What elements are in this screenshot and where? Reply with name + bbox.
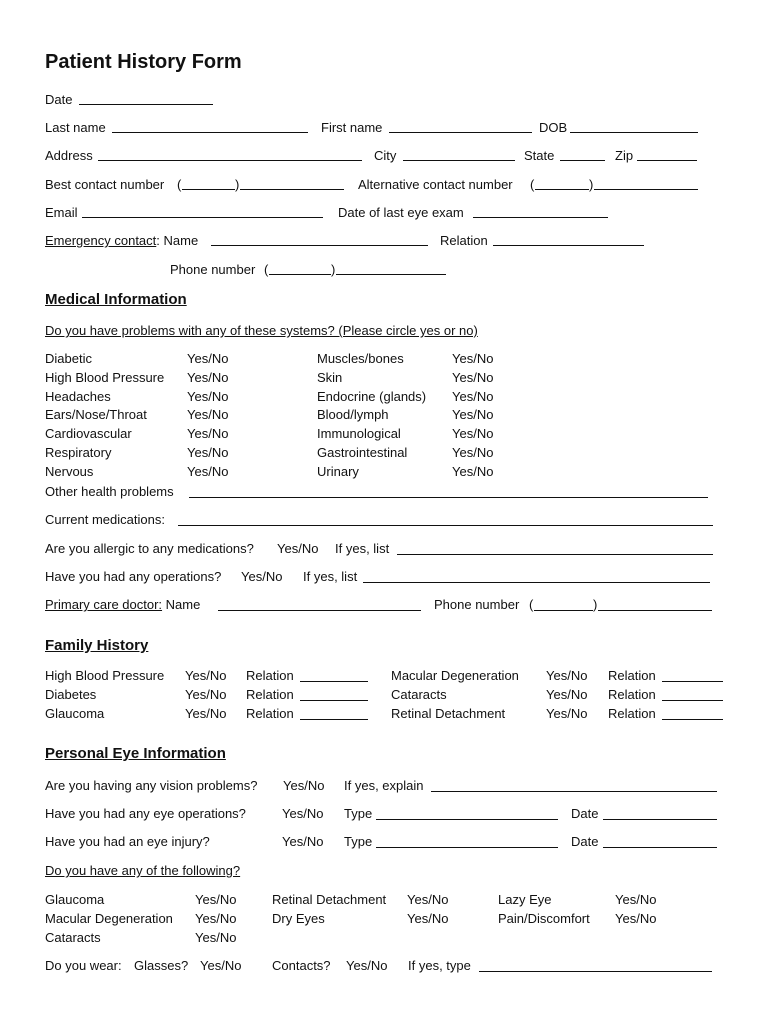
eye-injury-date-field[interactable]	[603, 847, 717, 848]
vision-explain-field[interactable]	[431, 791, 717, 792]
eye-condition-label: Retinal Detachment	[272, 892, 387, 907]
date-label: Date	[45, 92, 73, 107]
date-field[interactable]	[79, 104, 213, 105]
family-condition-yes-no[interactable]: Yes/No	[185, 668, 227, 683]
current-meds-label: Current medications:	[45, 512, 165, 527]
emergency-name-field[interactable]	[211, 245, 428, 246]
wear-label: Do you wear:	[45, 958, 122, 973]
wear-type-field[interactable]	[479, 971, 712, 972]
last-eye-exam-label: Date of last eye exam	[338, 205, 464, 220]
eye-condition-label: Cataracts	[45, 930, 101, 945]
allergic-question: Are you allergic to any medications?	[45, 541, 254, 556]
family-relation-field[interactable]	[300, 700, 368, 701]
family-condition-label: Diabetes	[45, 687, 97, 702]
current-meds-field[interactable]	[178, 525, 713, 526]
family-relation-field[interactable]	[300, 681, 368, 682]
family-condition-yes-no[interactable]: Yes/No	[185, 706, 227, 721]
operations-yes-no[interactable]: Yes/No	[241, 569, 283, 584]
allergic-if-yes-label: If yes, list	[335, 541, 390, 556]
operations-if-yes-label: If yes, list	[303, 569, 358, 584]
eye-condition-label: Dry Eyes	[272, 911, 325, 926]
eye-condition-yes-no[interactable]: Yes/No	[407, 911, 449, 926]
medical-condition-label: Ears/Nose/Throat	[45, 407, 147, 423]
eye-operations-type-label: Type	[344, 806, 373, 821]
contacts-label: Contacts?	[272, 958, 331, 973]
medical-condition-label: Nervous	[45, 463, 94, 479]
contacts-yes-no[interactable]: Yes/No	[346, 958, 388, 973]
last-name-field[interactable]	[112, 132, 308, 133]
allergic-yes-no[interactable]: Yes/No	[277, 541, 319, 556]
family-condition-yes-no[interactable]: Yes/No	[185, 687, 227, 702]
medical-heading: Medical Information	[45, 291, 187, 308]
medical-condition-yes-no[interactable]: Yes/No	[452, 463, 494, 479]
medical-condition-yes-no[interactable]: Yes/No	[187, 426, 229, 442]
primary-doctor-phone-field[interactable]	[598, 610, 712, 611]
following-question: Do you have any of the following?	[45, 863, 241, 878]
medical-condition-label: Urinary	[317, 463, 359, 479]
emergency-relation-label: Relation	[440, 233, 488, 248]
open-paren: (	[530, 177, 535, 192]
family-relation-label: Relation	[608, 668, 656, 683]
primary-doctor-name-field[interactable]	[218, 610, 421, 611]
alt-contact-label: Alternative contact number	[358, 177, 513, 192]
family-condition-label: High Blood Pressure	[45, 668, 165, 683]
vision-problems-yes-no[interactable]: Yes/No	[283, 778, 325, 793]
medical-condition-yes-no[interactable]: Yes/No	[187, 369, 229, 385]
eye-operations-yes-no[interactable]: Yes/No	[282, 806, 324, 821]
emergency-phone-area-code[interactable]	[269, 274, 331, 275]
best-contact-area-code[interactable]	[182, 189, 235, 190]
family-relation-field[interactable]	[662, 719, 723, 720]
medical-condition-yes-no[interactable]: Yes/No	[187, 407, 229, 423]
open-paren: (	[177, 177, 182, 192]
medical-condition-yes-no[interactable]: Yes/No	[187, 463, 229, 479]
family-condition-label: Cataracts	[391, 687, 447, 702]
other-health-label: Other health problems	[45, 484, 174, 499]
alt-contact-number-field[interactable]	[594, 189, 698, 190]
medical-question: Do you have problems with any of these systems? (Please circle yes or no)	[45, 323, 478, 338]
close-paren: )	[235, 177, 240, 192]
family-relation-label: Relation	[246, 706, 294, 721]
eye-condition-yes-no[interactable]: Yes/No	[195, 911, 237, 926]
city-label: City	[374, 148, 397, 163]
family-condition-yes-no[interactable]: Yes/No	[546, 687, 588, 702]
eye-injury-type-label: Type	[344, 834, 373, 849]
best-contact-number-field[interactable]	[240, 189, 344, 190]
primary-doctor-phone-label: Phone number	[434, 597, 520, 612]
close-paren: )	[589, 177, 594, 192]
last-name-label: Last name	[45, 120, 106, 135]
family-relation-field[interactable]	[662, 681, 723, 682]
first-name-field[interactable]	[389, 132, 532, 133]
address-field[interactable]	[98, 160, 362, 161]
eye-heading: Personal Eye Information	[45, 745, 226, 762]
state-field[interactable]	[560, 160, 605, 161]
eye-condition-yes-no[interactable]: Yes/No	[615, 892, 657, 907]
emergency-relation-field[interactable]	[493, 245, 644, 246]
other-health-field[interactable]	[189, 497, 708, 498]
email-field[interactable]	[82, 217, 323, 218]
emergency-phone-number-field[interactable]	[336, 274, 446, 275]
eye-operations-type-field[interactable]	[376, 819, 558, 820]
close-paren: )	[593, 597, 598, 612]
family-relation-label: Relation	[608, 687, 656, 702]
operations-question: Have you had any operations?	[45, 569, 222, 584]
eye-injury-question: Have you had an eye injury?	[45, 834, 210, 849]
medical-condition-label: Muscles/bones	[317, 351, 404, 366]
family-condition-label: Retinal Detachment	[391, 706, 506, 721]
primary-doctor-area-code[interactable]	[534, 610, 593, 611]
zip-label: Zip	[615, 148, 634, 163]
operations-list-field[interactable]	[363, 582, 710, 583]
medical-condition-label: Diabetic	[45, 351, 92, 366]
medical-condition-yes-no[interactable]: Yes/No	[187, 445, 229, 460]
city-field[interactable]	[403, 160, 515, 161]
zip-field[interactable]	[637, 160, 697, 161]
medical-condition-yes-no[interactable]: Yes/No	[187, 388, 229, 404]
vision-if-yes-label: If yes, explain	[344, 778, 424, 793]
medical-condition-label: High Blood Pressure	[45, 369, 165, 385]
eye-operations-date-label: Date	[571, 806, 599, 821]
family-condition-yes-no[interactable]: Yes/No	[546, 668, 588, 683]
family-condition-label: Glaucoma	[45, 706, 105, 721]
eye-operations-question: Have you had any eye operations?	[45, 806, 246, 821]
first-name-label: First name	[321, 120, 383, 135]
vision-problems-question: Are you having any vision problems?	[45, 778, 258, 793]
medical-condition-label: Headaches	[45, 388, 111, 404]
eye-injury-type-field[interactable]	[376, 847, 558, 848]
best-contact-label: Best contact number	[45, 177, 165, 192]
medical-condition-yes-no[interactable]: Yes/No	[452, 388, 494, 404]
email-label: Email	[45, 205, 78, 220]
medical-condition-yes-no[interactable]: Yes/No	[452, 369, 494, 385]
allergic-list-field[interactable]	[397, 554, 713, 555]
wear-if-yes-label: If yes, type	[408, 958, 471, 973]
eye-injury-date-label: Date	[571, 834, 599, 849]
family-relation-field[interactable]	[662, 700, 723, 701]
eye-operations-date-field[interactable]	[603, 819, 717, 820]
family-condition-label: Macular Degeneration	[391, 668, 519, 683]
medical-condition-label: Gastrointestinal	[317, 445, 408, 460]
eye-condition-yes-no[interactable]: Yes/No	[407, 892, 449, 907]
eye-condition-label: Glaucoma	[45, 892, 105, 907]
open-paren: (	[264, 262, 269, 277]
medical-condition-label: Blood/lymph	[317, 407, 389, 423]
eye-condition-label: Macular Degeneration	[45, 911, 173, 926]
eye-condition-yes-no[interactable]: Yes/No	[195, 930, 237, 945]
family-heading: Family History	[45, 637, 149, 654]
emergency-contact-label: Emergency contact: Name	[45, 233, 199, 248]
eye-condition-label: Pain/Discomfort	[498, 911, 590, 926]
eye-injury-yes-no[interactable]: Yes/No	[282, 834, 324, 849]
medical-condition-yes-no[interactable]: Yes/No	[452, 426, 494, 442]
medical-condition-yes-no[interactable]: Yes/No	[452, 407, 494, 423]
emergency-phone-label: Phone number	[170, 262, 256, 277]
state-label: State	[524, 148, 555, 163]
medical-condition-label: Cardiovascular	[45, 426, 132, 442]
medical-condition-label: Respiratory	[45, 445, 112, 460]
family-condition-yes-no[interactable]: Yes/No	[546, 706, 588, 721]
medical-condition-yes-no[interactable]: Yes/No	[187, 351, 229, 366]
close-paren: )	[331, 262, 336, 277]
eye-condition-yes-no[interactable]: Yes/No	[615, 911, 657, 926]
glasses-yes-no[interactable]: Yes/No	[200, 958, 242, 973]
family-relation-label: Relation	[246, 668, 294, 683]
family-relation-label: Relation	[246, 687, 294, 702]
medical-condition-yes-no[interactable]: Yes/No	[452, 445, 494, 460]
last-eye-exam-field[interactable]	[473, 217, 608, 218]
alt-contact-area-code[interactable]	[535, 189, 589, 190]
medical-condition-yes-no[interactable]: Yes/No	[452, 351, 494, 366]
page-title: Patient History Form	[45, 51, 242, 73]
address-label: Address	[45, 148, 93, 163]
family-relation-field[interactable]	[300, 719, 368, 720]
dob-label: DOB	[539, 120, 568, 135]
medical-condition-label: Skin	[317, 369, 343, 385]
family-relation-label: Relation	[608, 706, 656, 721]
eye-condition-yes-no[interactable]: Yes/No	[195, 892, 237, 907]
medical-condition-label: Immunological	[317, 426, 401, 442]
medical-condition-label: Endocrine (glands)	[317, 388, 427, 404]
glasses-label: Glasses?	[134, 958, 189, 973]
dob-field[interactable]	[570, 132, 698, 133]
eye-condition-label: Lazy Eye	[498, 892, 552, 907]
primary-doctor-label: Primary care doctor: Name	[45, 597, 201, 612]
open-paren: (	[529, 597, 534, 612]
